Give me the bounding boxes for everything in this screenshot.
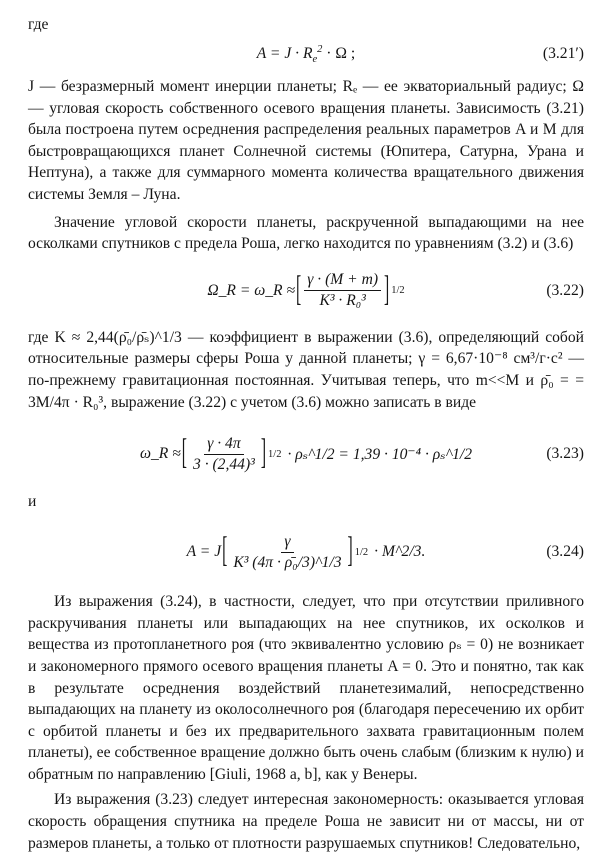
equation-3-22-number: (3.22) (546, 281, 584, 299)
equation-3-21-body: $A = J \cdot R_e^2 \cdot \Omega$ ; (256, 43, 356, 66)
equation-3-24-number: (3.24) (546, 543, 584, 561)
equation-3-21-number: (3.21′) (542, 45, 584, 62)
equation-3-22-fraction: $\frac{\gamma \cdot (M + m)}{\text{K³ · R₀³}}$ (304, 271, 381, 310)
equation-3-23: ω_R ≈ [ $\frac{\gamma \cdot 4\pi}{\text{3 · (2,44)³}}$ ] 1/2 · ρₛ^1/2 = 1,39 · 10⁻⁴ · ρₛ^1/2 (3.23) (140, 433, 584, 473)
equation-3-21 (28, 40, 584, 68)
paragraph-tidal-consequence: Из выражения (3.24), в частности, следует, что при отсутствии приливного раскручивания планеты или выпадающих на нее спутников, их осколков и вещества из протопланетного роя (что эквивалентно условию ρₛ = 0) не возникает и закономерного прямого осевого вращения планеты A = 0. Это и понятно, так как в результате осреднения воздействий планетезималий, непосредственно выпадающих на планету из околосолнечного роя (благодаря пересечению их орбит с орбитой планеты и без их предварительного захвата гравитационным полем планеты), ее собственное вращение должно быть очень слабым (близким к нулю) и обратным по направлению [Giuli, 1968 a, b], как у Венеры. (28, 593, 584, 783)
paragraph-roche-coefficient: где K ≈ 2,44(ρ̄₀/ρ̄ₛ)^1/3 — коэффициент в выражении (3.6), определяющий собой относительные размеры сферы Роша у данной планеты; γ = 6,67·10⁻⁸ см³/г·с² — по-прежнему гравитационная постоянная. Учитывая теперь, что m<<M и ρ̄₀ = = 3M/4π · R₀³, выражение (3.22) с учетом (3.6) можно записать в виде (28, 328, 584, 411)
page-content (28, 14, 584, 854)
lead-word: где (28, 16, 49, 33)
equation-3-24-fraction: $\frac{\gamma}{\text{K³ (4π · ρ̄₀/3)\textasciicircum{}1/3}}$ (233, 532, 342, 571)
equation-3-23-fraction: $\frac{\gamma \cdot 4\pi}{\text{3 · (2,44)³}}$ (193, 434, 255, 473)
paragraph-angular-velocity: Значение угловой скорости планеты, раскрученной выпадающими на нее осколками спутников с предела Роша, легко находится по уравнениям (3.2) и (3.6) (28, 213, 584, 253)
equation-3-22: Ω_R = ω_R ≈ [ $\frac{\gamma \cdot (M + m)}{\text{K³ · R₀³}}$ ] 1/2 (3.22) (207, 270, 584, 310)
paragraph-regularity: Из выражения (3.23) следует интересная закономерность: оказывается угловая скорость обращения спутника на пределе Роша не зависит ни от массы, ни от размеров планеты, а только от плотности разрушаемых спутников! Следовательно, (28, 791, 584, 852)
conjunction: и (28, 493, 37, 511)
equation-3-23-number: (3.23) (546, 445, 584, 463)
equation-3-24: A = J [ $\frac{\gamma}{\text{K³ (4π · ρ̄₀/3)\textasciicircum{}1/3}}$ ] 1/2 · M^2/3. (3.24) (186, 531, 584, 571)
paragraph-definitions: J — безразмерный момент инерции планеты; Rₑ — ее экваториальный радиус; Ω — угловая скорость собственного осевого вращения планеты. Зависимость (3.21) была построена путем осреднения распределения реальных параметров A и M для быстровращающихся планет Солнечной системы (Юпитера, Сатурна, Урана и Нептуна), а также для суммарного момента количества вращательного движения системы Земля – Луна. (28, 78, 584, 203)
